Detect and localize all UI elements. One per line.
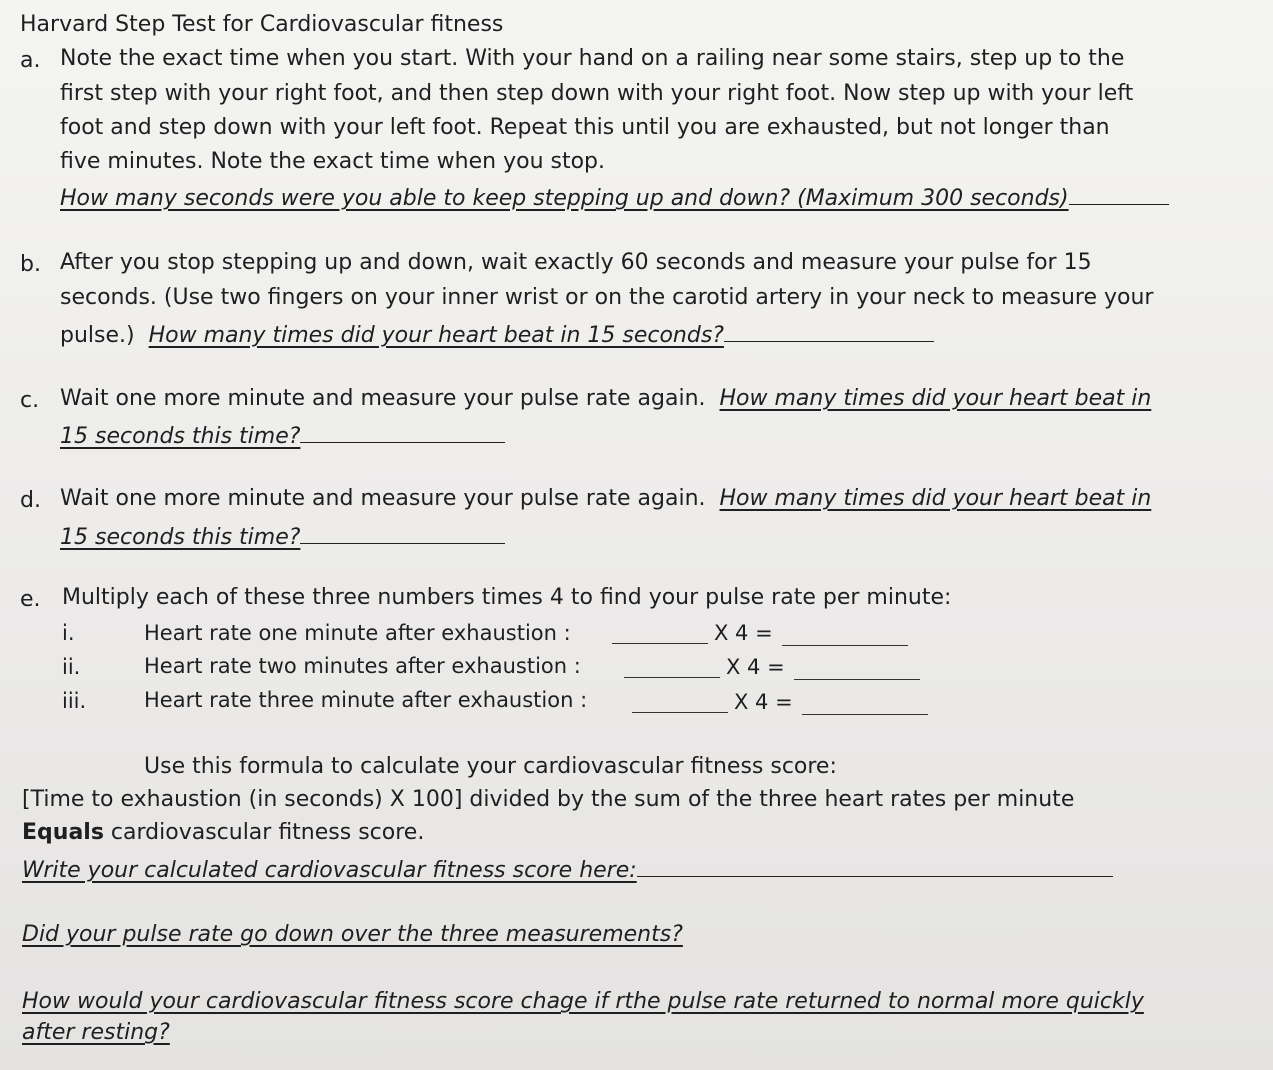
row-iii-label: Heart rate three minute after exhaustion : xyxy=(144,688,588,712)
section-b-marker: b. xyxy=(20,252,41,277)
section-a-line-1: Note the exact time when you start. With your hand on a railing near some stairs, step up to the xyxy=(60,46,1125,71)
worksheet-title: Harvard Step Test for Cardiovascular fitness xyxy=(20,12,504,37)
section-c-line-2 xyxy=(60,416,505,454)
beats-15s-answer-blank[interactable] xyxy=(724,315,934,342)
row-ii-result-blank[interactable] xyxy=(794,652,920,680)
section-d-question-part-1: How many times did your heart beat in xyxy=(719,486,1152,511)
section-a-line-4: five minutes. Note the exact time when you stop. xyxy=(60,149,606,174)
score-prompt: Write your calculated cardiovascular fitness score here: xyxy=(22,858,637,883)
row-i-input-blank[interactable] xyxy=(612,616,708,644)
section-c-question-part-1: How many times did your heart beat in xyxy=(719,386,1152,411)
section-c-question-part-2: 15 seconds this time? xyxy=(60,424,301,449)
score-answer-blank[interactable] xyxy=(637,850,1113,877)
row-iii-multiplier: X 4 = xyxy=(734,690,793,714)
section-b-line-2: seconds. (Use two fingers on your inner wrist or on the carotid artery in your neck to measure your xyxy=(60,285,1154,310)
section-c-line-1 xyxy=(60,382,1151,416)
row-ii-input-blank[interactable] xyxy=(624,650,720,678)
question-score-change-line-1 xyxy=(22,985,1144,1019)
question-pulse-down xyxy=(22,918,683,952)
section-a-question-row xyxy=(60,178,1169,216)
question-pulse-down-text: Did your pulse rate go down over the three measurements? xyxy=(22,922,683,947)
seconds-answer-blank[interactable] xyxy=(1069,178,1169,205)
section-c-text: Wait one more minute and measure your pulse rate again. xyxy=(60,386,706,411)
section-a-line-3: foot and step down with your left foot. Repeat this until you are exhausted, but not longer than xyxy=(60,115,1110,140)
row-ii-number: ii. xyxy=(62,655,81,679)
section-d-line-2 xyxy=(60,517,505,555)
row-i-number: i. xyxy=(62,621,75,645)
section-a-marker: a. xyxy=(20,48,41,73)
question-score-change-line-2 xyxy=(22,1016,170,1050)
section-e-marker: e. xyxy=(20,587,41,612)
score-prompt-row xyxy=(22,850,1113,888)
formula-equals-line xyxy=(22,816,424,850)
section-e-text: Multiply each of these three numbers times 4 to find your pulse rate per minute: xyxy=(62,585,952,610)
formula-line: [Time to exhaustion (in seconds) X 100] divided by the sum of the three heart rates per minute xyxy=(22,787,1075,812)
second-beats-answer-blank[interactable] xyxy=(300,416,505,443)
question-score-change-text-2: after resting? xyxy=(22,1020,170,1045)
section-b-line-1: After you stop stepping up and down, wait exactly 60 seconds and measure your pulse for 15 xyxy=(60,250,1092,275)
third-beats-answer-blank[interactable] xyxy=(300,517,505,544)
section-d-marker: d. xyxy=(20,488,41,513)
section-b-question: How many times did your heart beat in 15 seconds? xyxy=(148,323,724,348)
equals-bold-word: Equals xyxy=(22,820,104,845)
section-b-line-3-prefix: pulse.) xyxy=(60,323,135,348)
row-i-result-blank[interactable] xyxy=(782,618,908,646)
row-iii-result-blank[interactable] xyxy=(802,687,928,715)
section-a-question: How many seconds were you able to keep stepping up and down? (Maximum 300 seconds) xyxy=(60,186,1069,211)
row-i-multiplier: X 4 = xyxy=(714,621,773,645)
question-score-change-text-1: How would your cardiovascular fitness score chage if rthe pulse rate returned to normal more quickly xyxy=(22,989,1144,1014)
section-b-question-row xyxy=(60,315,934,353)
section-a-line-2: first step with your right foot, and then step down with your right foot. Now step up with your left xyxy=(60,81,1134,106)
section-c-marker: c. xyxy=(20,388,40,413)
equals-rest-text: cardiovascular fitness score. xyxy=(110,820,425,845)
formula-intro: Use this formula to calculate your cardiovascular fitness score: xyxy=(144,754,837,779)
row-iii-number: iii. xyxy=(62,689,87,713)
section-d-line-1 xyxy=(60,482,1151,516)
row-ii-multiplier: X 4 = xyxy=(726,655,785,679)
row-i-label: Heart rate one minute after exhaustion : xyxy=(144,621,571,645)
section-d-text: Wait one more minute and measure your pulse rate again. xyxy=(60,486,706,511)
row-iii-input-blank[interactable] xyxy=(632,685,728,713)
row-ii-label: Heart rate two minutes after exhaustion : xyxy=(144,654,581,678)
section-d-question-part-2: 15 seconds this time? xyxy=(60,525,301,550)
